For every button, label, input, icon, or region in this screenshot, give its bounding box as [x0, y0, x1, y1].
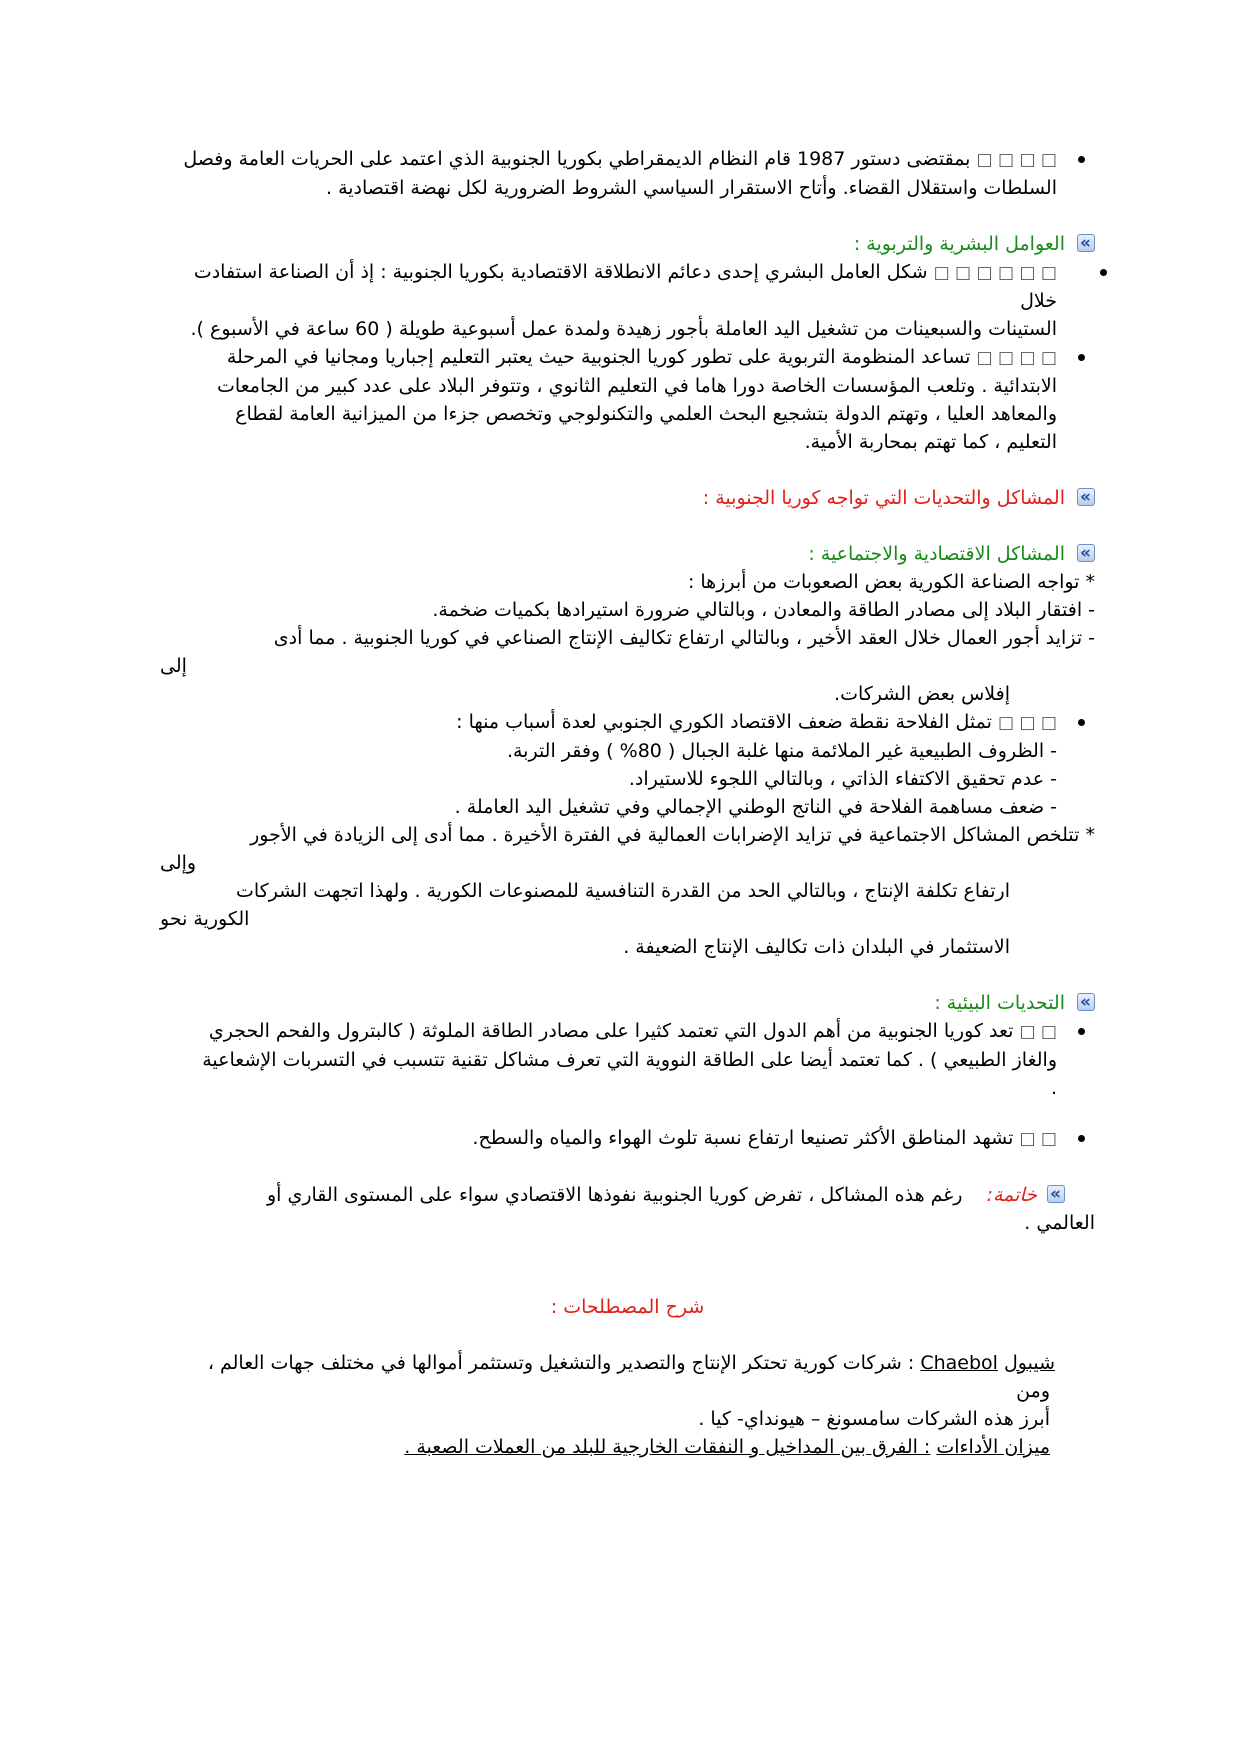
constitution-line-2: السلطات واستقلال القضاء. وأتاح الاستقرار السياسي الشروط الضرورية لكل نهضة اقتصادية . [325, 177, 1057, 199]
pollution-line: تشهد المناطق الأكثر تصنيعا ارتفاع نسبة تلوث الهواء والمياه والسطح. [472, 1127, 1014, 1149]
social-line-2b: الكورية نحو [160, 908, 250, 930]
industry-line-4: إفلاس بعض الشركات. [834, 683, 1010, 705]
double-chevron-icon [1077, 993, 1095, 1011]
human-factor-line-2: الستينات والسبعينات من تشغيل اليد العاملة بأجور زهيدة ولمدة عمل أسبوعية طويلة ( 60 ساعة في الأسبوع ). [190, 318, 1057, 340]
bullet-icon [1078, 156, 1085, 163]
human-factor-line-1: شكل العامل البشري إحدى دعائم الانطلاقة الاقتصادية بكوريا الجنوبية : إذ أن الصناعة استفادت خلال [193, 261, 1057, 312]
industry-line-1: * تواجه الصناعة الكورية بعض الصعوبات من أبرزها : [687, 571, 1095, 593]
double-chevron-icon [1077, 488, 1095, 506]
social-line-3: الاستثمار في البلدان ذات تكاليف الإنتاج الضعيفة . [623, 936, 1010, 958]
industry-line-3: - تزايد أجور العمال خلال العقد الأخير ، وبالتالي ارتفاع تكاليف الإنتاج الصناعي في كوريا الجنوبية . مما أدى [273, 627, 1095, 649]
education-line-1: تساعد المنظومة التربوية على تطور كوريا الجنوبية حيث يعتبر التعليم إجباريا ومجانيا في المرحلة [226, 346, 971, 368]
agriculture-point-3: - ضعف مساهمة الفلاحة في الناتج الوطني الإجمالي وفي تشغيل اليد العاملة . [454, 796, 1057, 818]
agriculture-point-1: - الظروف الطبيعية غير الملائمة منها غلبة الجبال ( 80% ) وفقر التربة. [506, 740, 1057, 762]
bullet-icon [1078, 1028, 1085, 1035]
industry-line-2: - افتقار البلاد إلى مصادر الطاقة والمعادن ، وبالتالي ضرورة استيرادها بكميات ضخمة. [432, 599, 1095, 621]
term-chaebol-arabic: شيبول [1003, 1352, 1055, 1374]
bullet-education [160, 343, 1095, 456]
placeholder-boxes: □ □ □ □ □ □ [933, 263, 1057, 283]
bullet-energy [160, 1017, 1095, 1102]
social-line-2: ارتفاع تكلفة الإنتاج ، وبالتالي الحد من القدرة التنافسية للمصنوعات الكورية . ولهذا اتجهت الشركات [235, 880, 1010, 902]
chaebol-definition-1: : شركات كورية تحتكر الإنتاج والتصدير والتشغيل وتستثمر أموالها في مختلف جهات العالم ، [207, 1352, 921, 1374]
conclusion-label: خاتمة: [986, 1184, 1037, 1206]
education-line-3: والمعاهد العليا ، وتهتم الدولة بتشجيع البحث العلمي والتكنولوجي وتخصص جزءا من الميزانية العامة لقطاع [235, 403, 1057, 425]
heading-problems: » المشاكل والتحديات التي تواجه كوريا الجنوبية : [160, 484, 1095, 512]
bullet-human-factor [160, 258, 1095, 343]
bullet-icon [1100, 269, 1107, 276]
bullet-icon [1078, 1135, 1085, 1142]
balance-definition: : الفرق بين المداخيل و النفقات الخارجية للبلد من العملات الصعبة . [404, 1436, 931, 1458]
conclusion-line-1: رغم هذه المشاكل ، تفرض كوريا الجنوبية نفوذها الاقتصادي سواء على المستوى القاري أو [266, 1184, 963, 1206]
heading-environment: » التحديات البيئية : [160, 989, 1095, 1017]
chaebol-definition-3: أبرز هذه الشركات سامسونغ – هيونداي- كيا . [698, 1408, 1050, 1430]
bullet-pollution [160, 1124, 1095, 1153]
agriculture-point-2: - عدم تحقيق الاكتفاء الذاتي ، وبالتالي اللجوء للاستيراد. [628, 768, 1057, 790]
industry-difficulties [160, 568, 1095, 708]
energy-line-2: والغاز الطبيعي ) . كما تعتمد أيضا على الطاقة النووية التي تعرف مشاكل تقنية تتسبب في التسربات الإشعاعية [202, 1049, 1057, 1071]
energy-line-1: تعد كوريا الجنوبية من أهم الدول التي تعتمد كثيرا على مصادر الطاقة الملوثة ( كالبترول والفحم الحجري [208, 1020, 1014, 1042]
education-line-2: الابتدائية . وتلعب المؤسسات الخاصة دورا هاما في التعليم الثانوي ، وتتوفر البلاد على عدد كبير من الجامعات [216, 375, 1057, 397]
energy-line-3: . [1050, 1077, 1057, 1099]
heading-economic-social: » المشاكل الاقتصادية والاجتماعية : [160, 540, 1095, 568]
bullet-constitution [160, 145, 1095, 202]
conclusion [160, 1181, 1095, 1237]
education-line-4: التعليم ، كما تهتم بمحاربة الأمية. [804, 431, 1057, 453]
double-chevron-icon [1077, 234, 1095, 252]
placeholder-boxes: □ □ □ □ [976, 348, 1057, 368]
placeholder-boxes: □ □ [1019, 1022, 1057, 1042]
social-line-1: * تتلخص المشاكل الاجتماعية في تزايد الإضرابات العمالية في الفترة الأخيرة . مما أدى إلى الزيادة في الأجور [250, 824, 1095, 846]
term-chaebol-latin: Chaebol [920, 1352, 998, 1374]
conclusion-line-2: العالمي . [1024, 1212, 1095, 1234]
placeholder-boxes: □ □ [1019, 1129, 1057, 1149]
document-body [160, 145, 1095, 1461]
social-problems [160, 821, 1095, 961]
agriculture-intro: تمثل الفلاحة نقطة ضعف الاقتصاد الكوري الجنوبي لعدة أسباب منها : [456, 711, 992, 733]
double-chevron-icon [1077, 544, 1095, 562]
double-chevron-icon [1047, 1185, 1065, 1203]
bullet-agriculture [160, 708, 1095, 821]
glossary [160, 1349, 1095, 1461]
placeholder-boxes: □ □ □ [998, 713, 1057, 733]
glossary-title: شرح المصطلحات : [550, 1296, 705, 1318]
term-balance-of-payments: ميزان الأداءات [936, 1436, 1050, 1458]
chaebol-definition-2: ومن [1016, 1380, 1050, 1402]
industry-line-3b: إلى [160, 655, 187, 677]
constitution-line-1: بمقتضى دستور 1987 قام النظام الديمقراطي بكوريا الجنوبية الذي اعتمد على الحريات العامة وفصل [183, 148, 971, 170]
bullet-icon [1078, 354, 1085, 361]
heading-human-factors: » العوامل البشرية والتربوية : [160, 230, 1095, 258]
placeholder-boxes: □ □ □ □ [976, 150, 1057, 170]
social-line-1b: وإلى [160, 852, 197, 874]
bullet-icon [1078, 719, 1085, 726]
